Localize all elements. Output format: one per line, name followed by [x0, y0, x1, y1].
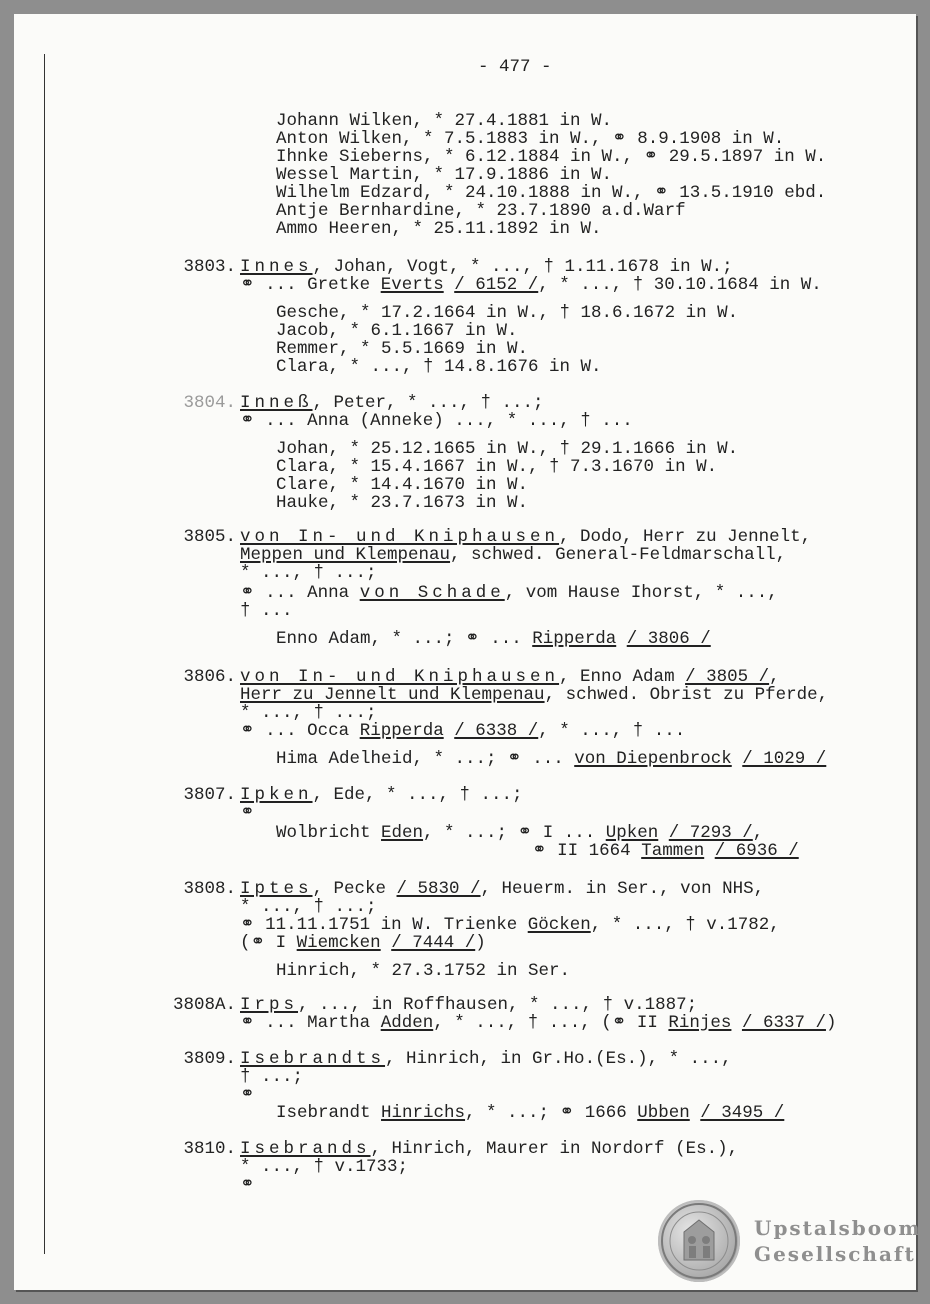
- text-line: [240, 996, 697, 1014]
- text-line: [276, 750, 826, 768]
- underlined-name: Irps: [240, 995, 299, 1015]
- text-line: * ..., † v.1733;: [240, 1157, 409, 1177]
- underlined-name: Hinrichs: [381, 1103, 466, 1123]
- text-span: , Pecke: [312, 879, 397, 899]
- text-line: Anton Wilken, * 7.5.1883 in W., ⚭ 8.9.1908 in W.: [276, 129, 785, 149]
- text-line: [240, 722, 685, 740]
- underlined-name: / 6337 /: [741, 1013, 826, 1033]
- text-line: [276, 1104, 784, 1122]
- underlined-name: Ripperda: [532, 629, 617, 649]
- underlined-name: Isebrandts: [240, 1049, 386, 1069]
- text-span: , * ..., † ...: [538, 721, 686, 741]
- text-span: ,: [752, 823, 764, 843]
- text-line: ⚭ ... Anna (Anneke) ..., * ..., † ...: [240, 411, 633, 431]
- underlined-name: von Schade: [359, 583, 505, 603]
- entry-number: 3807.: [183, 785, 236, 805]
- text-span: , schwed. General-Feldmarschall,: [450, 545, 787, 565]
- text-span: , Ede, * ..., † ...;: [312, 785, 523, 805]
- entry-number: 3805.: [183, 527, 236, 547]
- text-line: [240, 1050, 732, 1068]
- text-line: [240, 394, 544, 412]
- underlined-name: Herr zu Jennelt und Klempenau: [240, 685, 545, 705]
- text-span: Hima Adelheid, * ...; ⚭ ...: [276, 749, 575, 769]
- underlined-name: / 6338 /: [454, 721, 539, 741]
- text-span: , Dodo, Herr zu Jennelt,: [559, 527, 812, 547]
- underlined-name: / 7293 /: [668, 823, 753, 843]
- text-line: † ...;: [240, 1067, 304, 1087]
- text-line: * ..., † ...;: [240, 563, 377, 583]
- page-number: - 477 -: [478, 57, 552, 77]
- text-line: [276, 630, 711, 648]
- text-line: Clare, * 14.4.1670 in W.: [276, 475, 529, 495]
- text-line: * ..., † ...;: [240, 897, 377, 917]
- text-line: [240, 880, 764, 898]
- underlined-name: Isebrands: [240, 1139, 371, 1159]
- underlined-name: / 1029 /: [742, 749, 827, 769]
- underlined-name: Adden: [380, 1013, 434, 1033]
- text-span: , * ...; ⚭ 1666: [465, 1103, 638, 1123]
- text-line: Antje Bernhardine, * 23.7.1890 a.d.Warf: [276, 201, 686, 221]
- entry-number: 3809.: [183, 1049, 236, 1069]
- entry-number: 3808A.: [172, 995, 236, 1015]
- underlined-name: Rinjes: [668, 1013, 732, 1033]
- text-span: , Enno Adam: [559, 667, 686, 687]
- text-span: ,: [769, 667, 780, 687]
- underlined-name: Wiemcken: [296, 933, 381, 953]
- text-span: , ..., in Roffhausen, * ..., † v.1887;: [298, 995, 698, 1015]
- text-span: ⚭ ... Martha: [240, 1013, 381, 1033]
- logo-line1: Upstalsboom: [754, 1216, 922, 1240]
- underlined-name: Ipken: [240, 785, 313, 805]
- text-span: , Heuerm. in Ser., von NHS,: [480, 879, 765, 899]
- text-span: [658, 823, 669, 843]
- underlined-name: Tammen: [641, 841, 705, 861]
- underlined-name: / 3495 /: [700, 1103, 785, 1123]
- text-line: [240, 258, 733, 276]
- upstalsboom-logo: [658, 1200, 922, 1284]
- underlined-name: Eden: [381, 823, 424, 843]
- text-line: [240, 1140, 738, 1158]
- text-line: Clara, * 15.4.1667 in W., † 7.3.1670 in W.: [276, 457, 718, 477]
- text-span: [381, 933, 392, 953]
- text-line: Wilhelm Edzard, * 24.10.1888 in W., ⚭ 13.5.1910 ebd.: [276, 183, 827, 203]
- underlined-name: von In- und Kniphausen: [240, 667, 560, 687]
- margin-line: [44, 54, 45, 1254]
- text-span: [444, 721, 455, 741]
- underlined-name: Everts: [380, 275, 444, 295]
- text-span: , Peter, * ..., † ...;: [312, 393, 544, 413]
- text-line: [240, 1014, 836, 1032]
- text-span: (⚭ I: [240, 933, 297, 953]
- text-line: Johan, * 25.12.1665 in W., † 29.1.1666 in W.: [276, 439, 739, 459]
- text-span: ⚭ 11.11.1751 in W. Trienke: [240, 915, 528, 935]
- text-span: [616, 629, 627, 649]
- text-line: * ..., † ...;: [240, 703, 377, 723]
- text-span: [704, 841, 715, 861]
- text-span: , schwed. Obrist zu Pferde,: [544, 685, 829, 705]
- text-line: Ihnke Sieberns, * 6.12.1884 in W., ⚭ 29.5.1897 in W.: [276, 147, 827, 167]
- underlined-name: Inneß: [240, 393, 313, 413]
- text-line: [240, 916, 780, 934]
- text-line: [276, 824, 763, 842]
- underlined-name: Upken: [605, 823, 659, 843]
- underlined-name: von In- und Kniphausen: [240, 527, 560, 547]
- text-span: ⚭ II 1664: [532, 841, 642, 861]
- text-line: Jacob, * 6.1.1667 in W.: [276, 321, 518, 341]
- text-span: Enno Adam, * ...; ⚭ ...: [276, 629, 533, 649]
- underlined-name: Iptes: [240, 879, 313, 899]
- text-span: [731, 1013, 742, 1033]
- text-span: , Hinrich, Maurer in Nordorf (Es.),: [370, 1139, 739, 1159]
- logo-line2: Gesellschaft: [754, 1242, 916, 1266]
- text-span: Wolbricht: [276, 823, 382, 843]
- text-span: ⚭ ... Anna: [240, 583, 360, 603]
- underlined-name: / 5830 /: [396, 879, 481, 899]
- text-span: [444, 275, 455, 295]
- entry-number: 3806.: [183, 667, 236, 687]
- text-span: [732, 749, 743, 769]
- text-line: [240, 668, 780, 686]
- text-line: [240, 686, 828, 704]
- text-line: Remmer, * 5.5.1669 in W.: [276, 339, 529, 359]
- text-line: Ammo Heeren, * 25.11.1892 in W.: [276, 219, 602, 239]
- text-line: Hauke, * 23.7.1673 in W.: [276, 493, 529, 513]
- text-span: , Hinrich, in Gr.Ho.(Es.), * ...,: [385, 1049, 732, 1069]
- underlined-name: Ripperda: [359, 721, 444, 741]
- underlined-name: / 3806 /: [626, 629, 711, 649]
- text-line: ⚭: [240, 1085, 255, 1105]
- underlined-name: von Diepenbrock: [574, 749, 732, 769]
- text-line: Gesche, * 17.2.1664 in W., † 18.6.1672 in W.: [276, 303, 739, 323]
- document-page: [14, 14, 922, 1290]
- text-line: ⚭: [240, 1175, 255, 1195]
- text-span: , * ...; ⚭ I ...: [423, 823, 606, 843]
- text-line: Clara, * ..., † 14.8.1676 in W.: [276, 357, 602, 377]
- text-line: [240, 584, 778, 602]
- text-line: Hinrich, * 27.3.1752 in Ser.: [276, 961, 571, 981]
- text-span: , vom Hause Ihorst, * ...,: [504, 583, 778, 603]
- underlined-name: / 6152 /: [454, 275, 539, 295]
- underlined-name: / 6936 /: [714, 841, 799, 861]
- underlined-name: / 3805 /: [685, 667, 770, 687]
- text-line: [240, 276, 822, 294]
- text-line: ⚭: [240, 803, 255, 823]
- text-line: [240, 546, 786, 564]
- entry-number: 3810.: [183, 1139, 236, 1159]
- text-span: , * ..., † 30.10.1684 in W.: [538, 275, 822, 295]
- text-line: [240, 934, 486, 952]
- text-line: [240, 528, 811, 546]
- text-span: ⚭ ... Gretke: [240, 275, 381, 295]
- underlined-name: Göcken: [527, 915, 591, 935]
- text-span: , * ..., † v.1782,: [590, 915, 780, 935]
- text-line: Johann Wilken, * 27.4.1881 in W.: [276, 111, 613, 131]
- text-span: Isebrandt: [276, 1103, 382, 1123]
- entry-number: 3808.: [183, 879, 236, 899]
- text-line: Wessel Martin, * 17.9.1886 in W.: [276, 165, 613, 185]
- seal-icon: [658, 1200, 740, 1282]
- underlined-name: Ubben: [637, 1103, 690, 1123]
- text-line: † ...: [240, 601, 293, 621]
- entry-number: 3804.: [183, 393, 236, 413]
- text-span: ⚭ ... Occa: [240, 721, 360, 741]
- underlined-name: / 7444 /: [391, 933, 476, 953]
- text-span: , * ..., † ..., (⚭ II: [433, 1013, 669, 1033]
- underlined-name: Innes: [240, 257, 313, 277]
- text-line: [532, 842, 799, 860]
- text-span: , Johan, Vogt, * ..., † 1.11.1678 in W.;: [312, 257, 733, 277]
- underlined-name: Meppen und Klempenau: [240, 545, 451, 565]
- text-span: ): [475, 933, 486, 953]
- text-span: [690, 1103, 701, 1123]
- text-line: [240, 786, 523, 804]
- text-span: ): [825, 1013, 837, 1033]
- entry-number: 3803.: [183, 257, 236, 277]
